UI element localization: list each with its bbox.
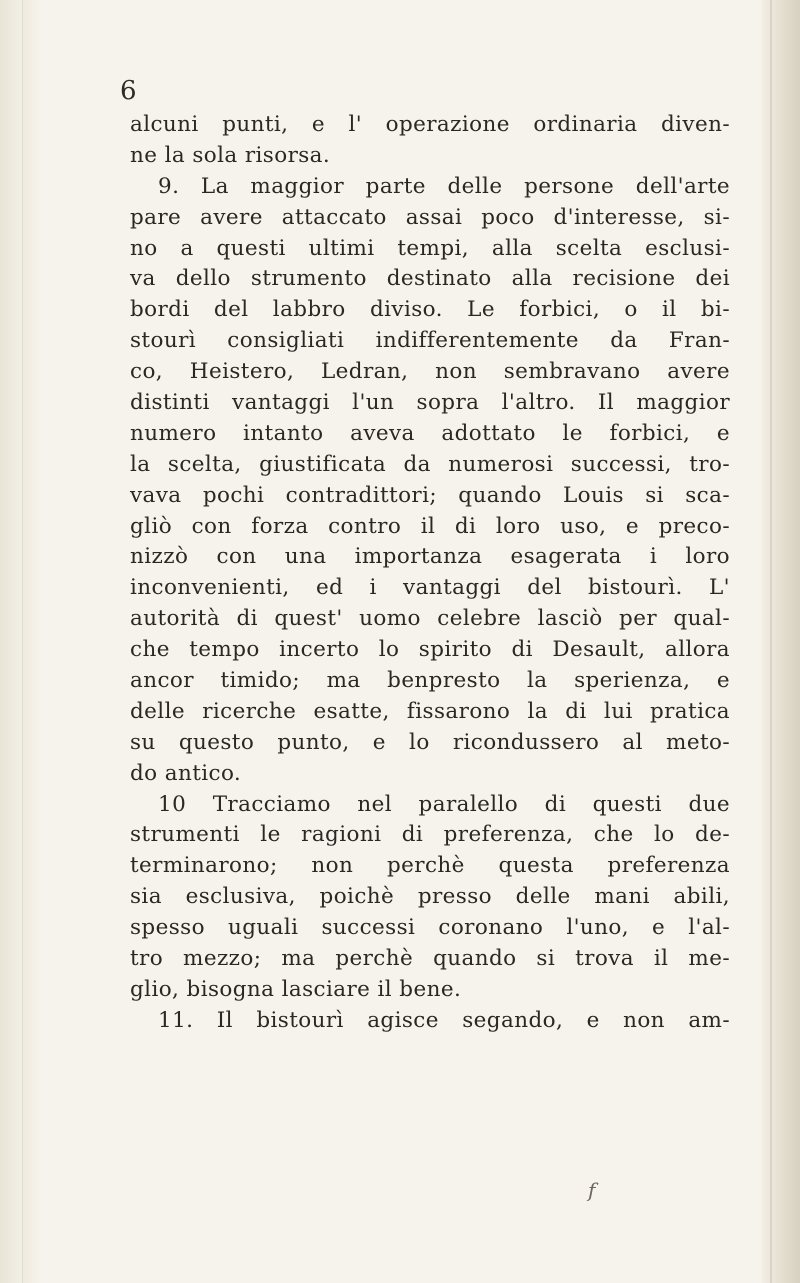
text-line: inconvenienti, ed i vantaggi del bistourì. L' [130,575,730,601]
page-right-edge [762,0,800,1283]
text-line: spesso uguali successi coronano l'uno, e l'al- [130,915,730,941]
text-line: pare avere attaccato assai poco d'interesse, si- [130,204,730,230]
text-line: la scelta, giustificata da numerosi successi, tro- [130,451,730,477]
text-line: delle ricerche esatte, fissarono la di lui pratica [130,698,730,724]
text-line: ne la sola risorsa. [130,142,331,168]
text-line: glio, bisogna lasciare il bene. [130,976,462,1002]
text-line: autorità di quest' uomo celebre lasciò per qual- [130,606,730,632]
text-line: 9. La maggior parte delle persone dell'arte [158,173,730,199]
text-line: nizzò con una importanza esagerata i loro [130,544,730,570]
text-line: ancor timido; ma benpresto la sperienza, e [130,668,730,694]
text-line: va dello strumento destinato alla recisione dei [130,266,730,292]
text-line: 10 Tracciamo nel paralello di questi due [158,791,730,817]
text-line: no a questi ultimi tempi, alla scelta esclusi- [130,235,730,261]
text-line: 11. Il bistourì agisce segando, e non am- [158,1007,730,1033]
text-line: terminarono; non perchè questa preferenza [130,853,730,879]
text-line: su questo punto, e lo ricondussero al meto- [130,729,730,755]
footer-mark: f [588,1178,596,1202]
text-line: sia esclusiva, poichè presso delle mani abili, [130,884,730,910]
text-line: numero intanto aveva adottato le forbici, e [130,420,730,446]
body-text [130,110,730,1037]
page-binding-edge [0,0,23,1283]
text-line: tro mezzo; ma perchè quando si trova il me- [130,946,730,972]
text-line: stourì consigliati indifferentemente da Fran- [130,328,730,354]
text-line: vava pochi contradittori; quando Louis si sca- [130,482,730,508]
text-line: distinti vantaggi l'un sopra l'altro. Il maggior [130,390,730,416]
text-line: alcuni punti, e l' operazione ordinaria diven- [130,112,730,137]
text-line: strumenti le ragioni di preferenza, che lo de- [130,822,730,848]
text-line: bordi del labbro diviso. Le forbici, o il bi- [130,297,730,323]
text-line: do antico. [130,760,242,786]
text-line: che tempo incerto lo spirito di Desault, allora [130,637,730,663]
page-edge-line [770,0,772,1283]
text-line: gliò con forza contro il di loro uso, e preco- [130,513,730,539]
text-line: co, Heistero, Ledran, non sembravano avere [130,359,730,385]
page-number: 6 [120,76,137,106]
